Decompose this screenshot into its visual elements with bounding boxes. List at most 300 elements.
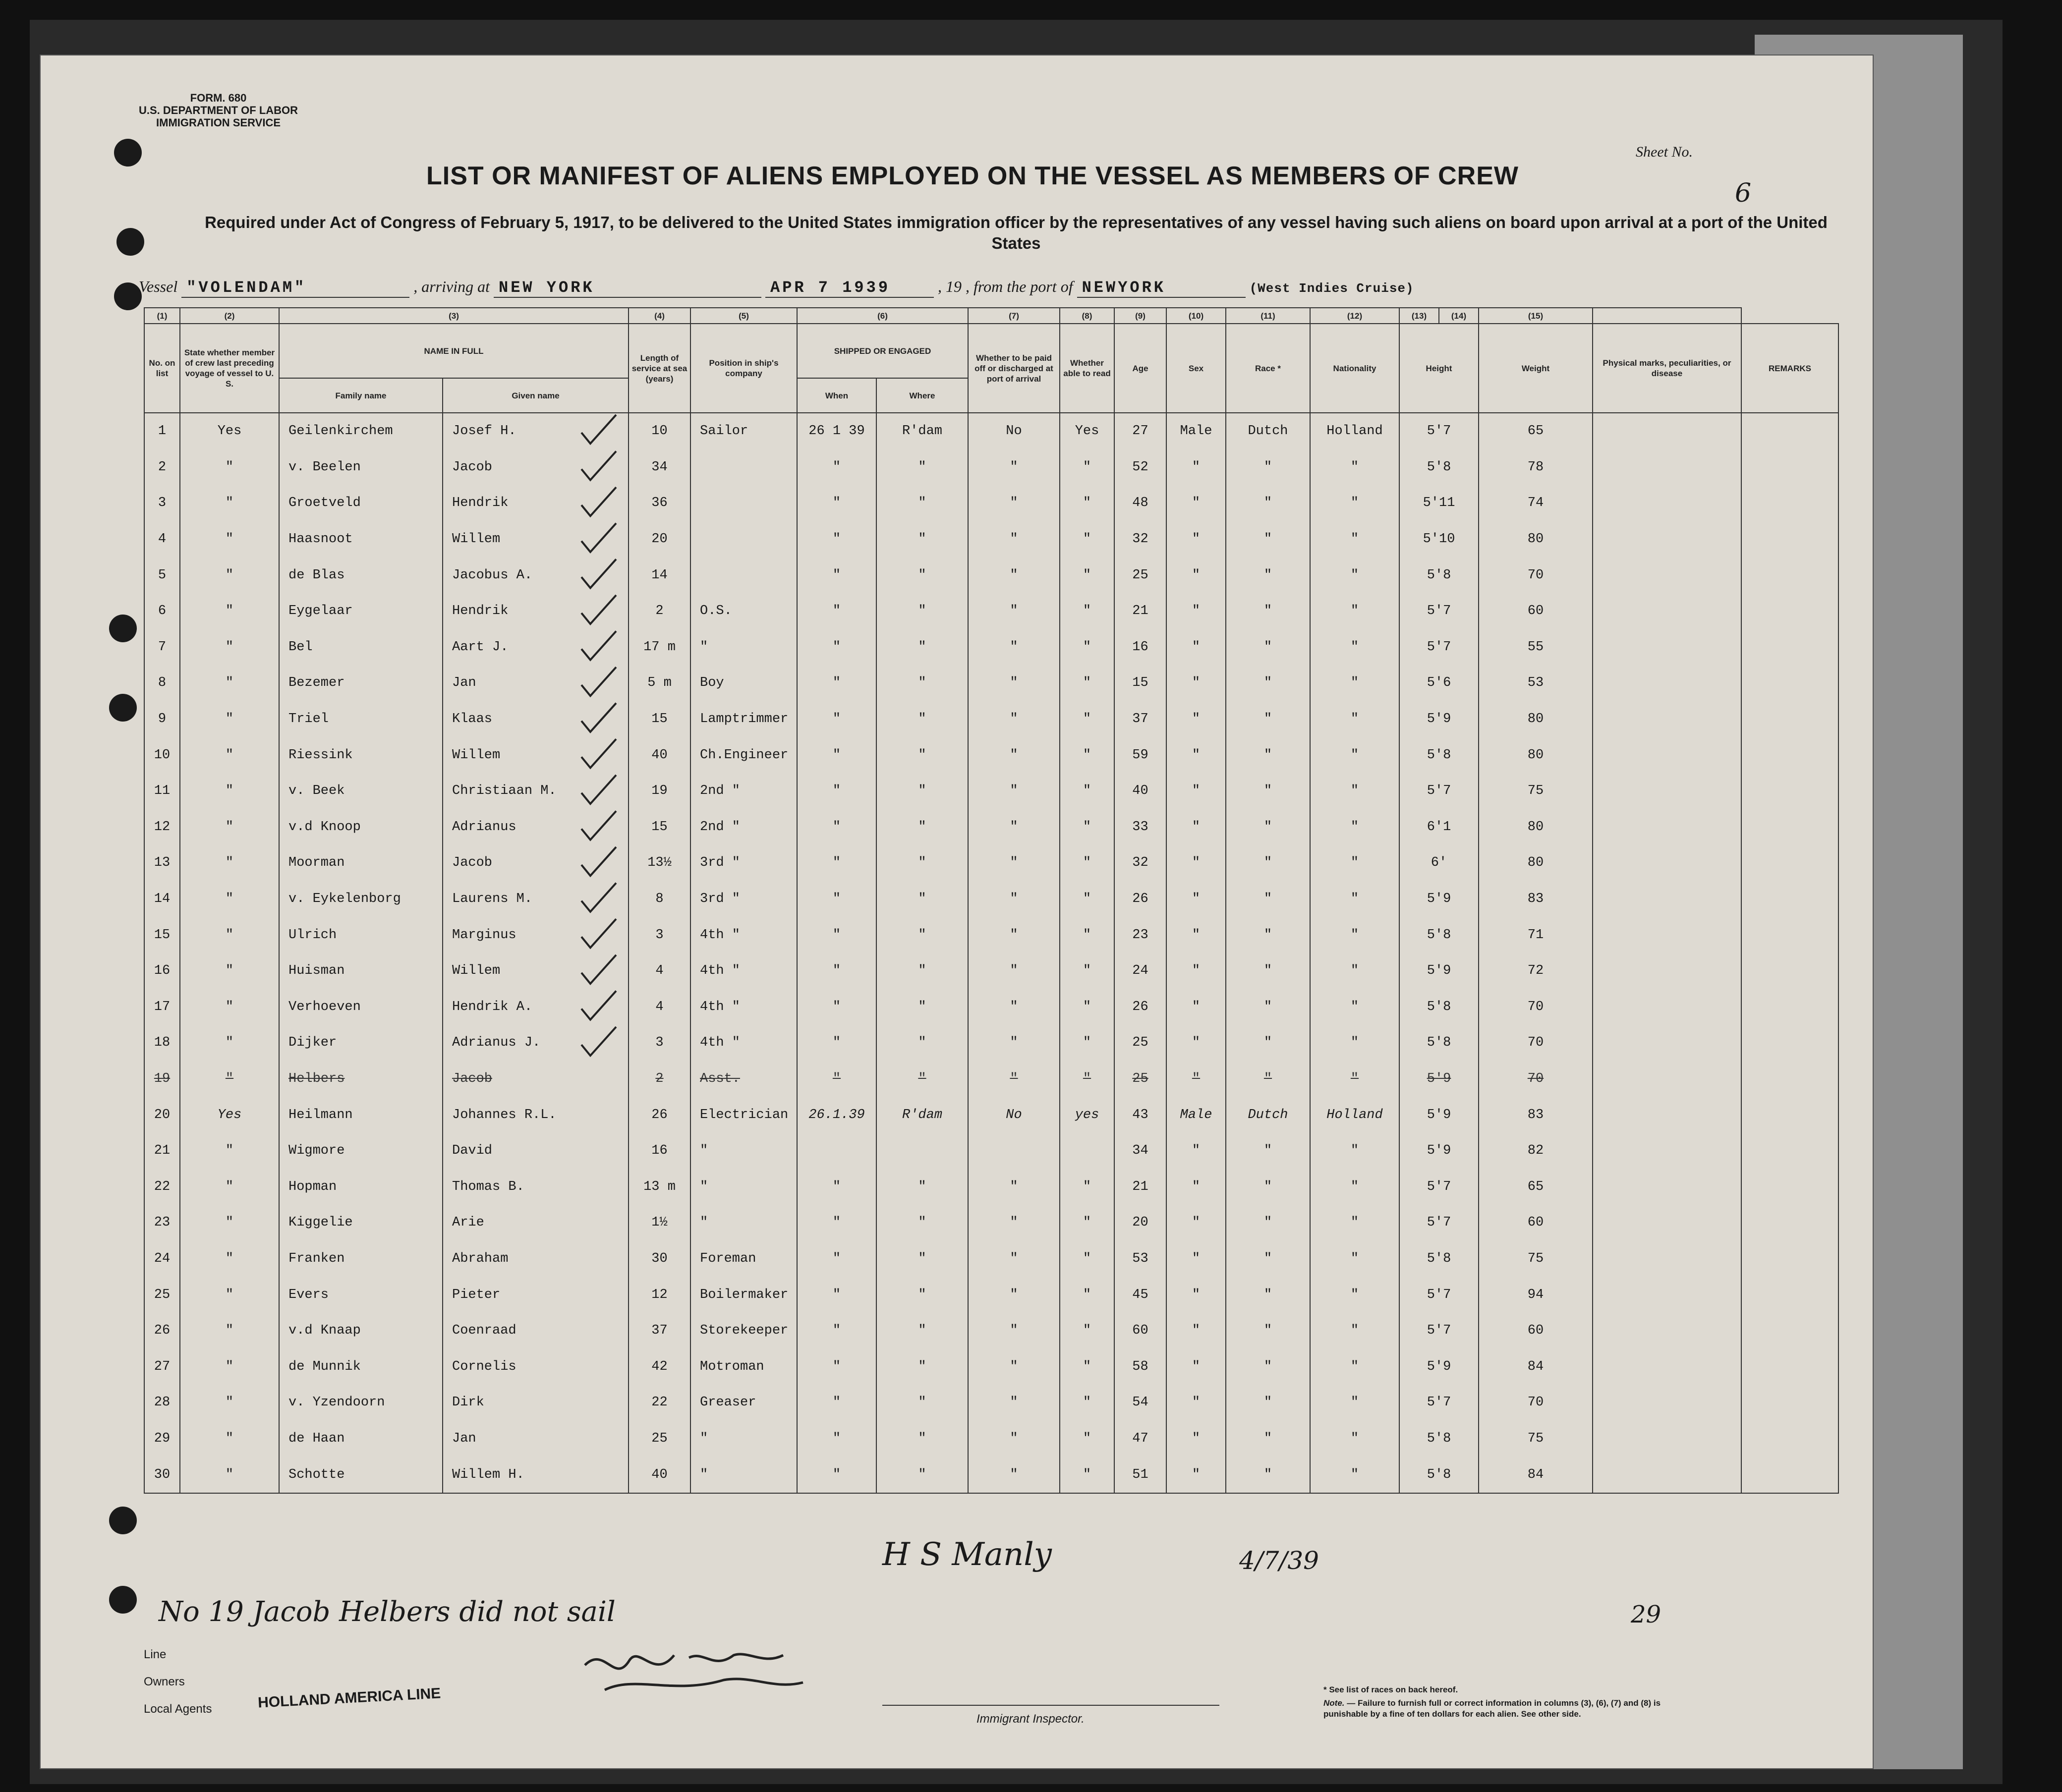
column-number: (5) [690,308,797,324]
cell-where: " [876,1241,968,1277]
cell-when: " [797,701,876,737]
cell-race: " [1226,1025,1310,1061]
cell-no: 4 [144,521,180,558]
cell-sex: " [1166,1205,1226,1241]
cell-age: 25 [1114,1061,1166,1097]
cell-weight: 71 [1479,917,1593,953]
cell-prev: " [180,629,279,666]
cell-weight: 70 [1479,1385,1593,1421]
cell-race: " [1226,1277,1310,1313]
cell-read: " [1060,809,1114,845]
arrival-date: APR 7 1939 [765,279,934,298]
cell-paid: " [968,773,1060,809]
cell-read: yes [1060,1097,1114,1133]
header-family-name: Family name [279,378,443,413]
cell-when: " [797,917,876,953]
cell-weight: 55 [1479,629,1593,666]
cell-service: 30 [629,1241,690,1277]
cell-prev: " [180,521,279,558]
cell-when: " [797,845,876,881]
cell-when: " [797,773,876,809]
cell-height: 5'11 [1399,485,1479,521]
cell-age: 16 [1114,629,1166,666]
cell-where: " [876,1205,968,1241]
cell-given: Jacobus A. [443,557,629,593]
cell-race: Dutch [1226,1097,1310,1133]
cell-service: 3 [629,1025,690,1061]
cell-height: 5'8 [1399,1025,1479,1061]
cell-no: 11 [144,773,180,809]
cell-when: " [797,593,876,629]
cell-height: 6' [1399,845,1479,881]
cell-height: 5'8 [1399,917,1479,953]
check-mark [581,1027,616,1056]
column-number: (9) [1114,308,1166,324]
cell-height: 5'8 [1399,1421,1479,1457]
cell-age: 20 [1114,1205,1166,1241]
cell-given: Johannes R.L. [443,1097,629,1133]
cell-paid: " [968,953,1060,989]
column-number: (15) [1479,308,1593,324]
cell-sex: " [1166,449,1226,486]
cell-service: 10 [629,413,690,449]
check-mark [581,595,616,624]
cell-when: " [797,485,876,521]
cell-weight: 60 [1479,1313,1593,1349]
cell-nationality: " [1310,665,1399,701]
cell-position: 4th " [690,917,797,953]
cell-family: v. Eykelenborg [279,881,443,917]
cell-when: " [797,809,876,845]
check-mark [581,883,616,912]
cell-race: " [1226,1241,1310,1277]
cell-family: Bel [279,629,443,666]
cell-sex: " [1166,485,1226,521]
cell-height: 5'8 [1399,1241,1479,1277]
cell-paid: " [968,809,1060,845]
cell-read: " [1060,449,1114,486]
cell-paid: " [968,1277,1060,1313]
cell-race: " [1226,1385,1310,1421]
cell-sex: Male [1166,413,1226,449]
cell-nationality: " [1310,1421,1399,1457]
cell-paid: " [968,845,1060,881]
sheet-label: Sheet No. [1636,144,1693,160]
cell-service: 34 [629,449,690,486]
cell-position: Sailor [690,413,797,449]
cell-no: 8 [144,665,180,701]
cell-given: David [443,1133,629,1169]
cell-given: Hendrik [443,485,629,521]
cell-age: 43 [1114,1097,1166,1133]
cell-service: 26 [629,1097,690,1133]
cell-sex: " [1166,773,1226,809]
cell-weight: 94 [1479,1277,1593,1313]
cell-sex: " [1166,953,1226,989]
fine-note-text: — Failure to furnish full or correct information in columns (3), (6), (7) and (8) is punishable by a fine of ten dollars for each alien. See other side. [1323,1698,1661,1719]
column-number: (1) [144,308,180,324]
cell-position: " [690,1456,797,1493]
cell-weight: 80 [1479,737,1593,773]
cell-race: " [1226,1456,1310,1493]
column-number: (4) [629,308,690,324]
cell-family: Verhoeven [279,989,443,1025]
cell-read: " [1060,881,1114,917]
cell-where: " [876,1061,968,1097]
cell-position: 2nd " [690,773,797,809]
cell-sex: " [1166,881,1226,917]
cell-weight: 75 [1479,1241,1593,1277]
check-mark [581,847,616,876]
cell-family: Schotte [279,1456,443,1493]
cell-service: 19 [629,773,690,809]
column-number: (6) [797,308,968,324]
cell-nationality: " [1310,1205,1399,1241]
cell-race: " [1226,485,1310,521]
cell-when: " [797,449,876,486]
cell-service: 42 [629,1348,690,1385]
cell-age: 15 [1114,665,1166,701]
cell-weight: 83 [1479,1097,1593,1133]
cell-race: " [1226,809,1310,845]
cell-service: 1½ [629,1205,690,1241]
cell-height: 5'7 [1399,1385,1479,1421]
cell-weight: 80 [1479,701,1593,737]
cell-family: Franken [279,1241,443,1277]
cell-paid: " [968,557,1060,593]
cell-race: " [1226,953,1310,989]
cell-weight: 70 [1479,1025,1593,1061]
cell-where: " [876,1421,968,1457]
cell-position: Motroman [690,1348,797,1385]
cell-given: Josef H. [443,413,629,449]
cell-when: " [797,1421,876,1457]
cell-nationality: " [1310,1061,1399,1097]
cell-paid: " [968,1205,1060,1241]
header-race: Race * [1226,324,1310,413]
cell-sex: " [1166,1169,1226,1205]
cell-family: Geilenkirchem [279,413,443,449]
cell-family: Heilmann [279,1097,443,1133]
cell-where: " [876,449,968,486]
cell-nationality: " [1310,1025,1399,1061]
cell-race: " [1226,989,1310,1025]
cell-prev: " [180,557,279,593]
cell-paid: " [968,1025,1060,1061]
cell-read: " [1060,1205,1114,1241]
cell-where: " [876,629,968,666]
cell-family: Hopman [279,1169,443,1205]
cell-height: 5'9 [1399,1097,1479,1133]
cell-read: " [1060,521,1114,558]
cell-given: Cornelis [443,1348,629,1385]
cell-where: " [876,773,968,809]
cell-sex: " [1166,1456,1226,1493]
cell-height: 5'8 [1399,449,1479,486]
cell-sex: " [1166,917,1226,953]
cell-no: 17 [144,989,180,1025]
cell-service: 17 m [629,629,690,666]
cell-paid: " [968,881,1060,917]
cell-nationality: " [1310,701,1399,737]
cell-read: " [1060,953,1114,989]
cell-height: 5'6 [1399,665,1479,701]
cell-when: " [797,521,876,558]
cell-paid: No [968,1097,1060,1133]
cell-service: 25 [629,1421,690,1457]
cell-family: de Munnik [279,1348,443,1385]
cell-position: 3rd " [690,881,797,917]
cell-position: Boy [690,665,797,701]
cell-read: " [1060,1025,1114,1061]
cell-paid: " [968,1169,1060,1205]
check-mark [581,955,616,984]
cell-where: " [876,809,968,845]
cell-sex: " [1166,629,1226,666]
check-mark [581,991,616,1020]
cell-nationality: " [1310,449,1399,486]
cell-prev: " [180,737,279,773]
inspector-signature: H S Manly [882,1536,1052,1573]
cell-when: " [797,1277,876,1313]
cell-no: 5 [144,557,180,593]
check-mark [581,919,616,948]
cell-given: Abraham [443,1241,629,1277]
cell-given: Adrianus [443,809,629,845]
department-name: U.S. DEPARTMENT OF LABOR [139,104,298,116]
cell-no: 15 [144,917,180,953]
cell-prev: " [180,1277,279,1313]
cell-sex: " [1166,701,1226,737]
cell-prev: " [180,1348,279,1385]
vessel-label: Vessel [139,278,178,295]
cell-where: " [876,485,968,521]
cell-sex: " [1166,989,1226,1025]
cell-race: " [1226,1421,1310,1457]
cell-read: " [1060,917,1114,953]
cell-given: Hendrik A. [443,989,629,1025]
cell-race: " [1226,1205,1310,1241]
cell-race: " [1226,629,1310,666]
cell-given: Marginus [443,917,629,953]
cell-read: " [1060,1277,1114,1313]
cell-race: " [1226,773,1310,809]
cell-sex: " [1166,1277,1226,1313]
cell-race: " [1226,917,1310,953]
cell-when: " [797,1061,876,1097]
cell-no: 26 [144,1313,180,1349]
cell-weight: 60 [1479,1205,1593,1241]
cell-age: 59 [1114,737,1166,773]
cell-nationality: " [1310,773,1399,809]
cell-read: " [1060,845,1114,881]
cell-service: 8 [629,881,690,917]
cell-sex: " [1166,1241,1226,1277]
cell-read: " [1060,629,1114,666]
cell-read: " [1060,1061,1114,1097]
cell-service: 22 [629,1385,690,1421]
cell-age: 58 [1114,1348,1166,1385]
cell-given: Laurens M. [443,881,629,917]
cell-read: " [1060,1169,1114,1205]
cell-height: 5'7 [1399,1169,1479,1205]
cell-height: 5'7 [1399,773,1479,809]
cell-nationality: " [1310,953,1399,989]
cell-when: " [797,1456,876,1493]
cell-nationality: " [1310,485,1399,521]
cell-family: Bezemer [279,665,443,701]
cell-no: 20 [144,1097,180,1133]
cell-family: v. Yzendoorn [279,1385,443,1421]
cell-position: 3rd " [690,845,797,881]
cell-sex: " [1166,737,1226,773]
column-number: (3) [279,308,629,324]
cell-prev: " [180,989,279,1025]
check-mark [581,811,616,840]
cell-where: " [876,521,968,558]
cell-given: Jan [443,1421,629,1457]
cell-prev: " [180,881,279,917]
cell-nationality: " [1310,845,1399,881]
cell-weight: 70 [1479,989,1593,1025]
cell-no: 10 [144,737,180,773]
cell-given: Jacob [443,449,629,486]
cell-sex: " [1166,1313,1226,1349]
cell-nationality: " [1310,1348,1399,1385]
header-name-in-full: NAME IN FULL [279,324,629,378]
cell-prev: " [180,917,279,953]
column-number: (11) [1226,308,1310,324]
cell-prev: Yes [180,1097,279,1133]
cell-position: " [690,1133,797,1169]
cell-nationality: " [1310,917,1399,953]
cell-read: " [1060,593,1114,629]
cell-service: 15 [629,701,690,737]
cell-given: Pieter [443,1277,629,1313]
cell-sex: " [1166,809,1226,845]
cell-paid: " [968,485,1060,521]
cell-age: 53 [1114,1241,1166,1277]
cell-sex: " [1166,665,1226,701]
check-mark [581,739,616,768]
cell-when: " [797,1385,876,1421]
cell-service: 3 [629,917,690,953]
cell-nationality: Holland [1310,1097,1399,1133]
cell-nationality: " [1310,989,1399,1025]
cell-read: " [1060,1456,1114,1493]
cell-family: Groetveld [279,485,443,521]
cell-no: 1 [144,413,180,449]
cell-no: 12 [144,809,180,845]
cell-prev: " [180,1313,279,1349]
cell-where: " [876,1025,968,1061]
cell-given: Arie [443,1205,629,1241]
cell-read: " [1060,1421,1114,1457]
check-mark [581,415,616,444]
year-suffix: , 19 [937,278,962,295]
cell-nationality: " [1310,1133,1399,1169]
cell-read: " [1060,485,1114,521]
manifest-page [40,55,1874,1769]
cell-race: " [1226,1169,1310,1205]
cell-no: 28 [144,1385,180,1421]
cell-given: Jan [443,665,629,701]
cell-weight: 84 [1479,1456,1593,1493]
cell-read: " [1060,773,1114,809]
cell-race: " [1226,845,1310,881]
cell-no: 16 [144,953,180,989]
cell-family: Kiggelie [279,1205,443,1241]
cell-read: " [1060,1348,1114,1385]
cell-age: 32 [1114,521,1166,558]
cell-where: " [876,917,968,953]
cell-where: R'dam [876,413,968,449]
cell-read: " [1060,1313,1114,1349]
cell-no: 13 [144,845,180,881]
cell-prev: Yes [180,413,279,449]
cell-position: " [690,1205,797,1241]
column-number: (12) [1310,308,1399,324]
cell-height: 5'7 [1399,593,1479,629]
cell-position: Storekeeper [690,1313,797,1349]
cell-weight: 82 [1479,1133,1593,1169]
cell-service: 37 [629,1313,690,1349]
cell-where: " [876,1277,968,1313]
cell-paid: " [968,629,1060,666]
cell-height: 5'9 [1399,881,1479,917]
cell-position: " [690,1169,797,1205]
cell-family: Huisman [279,953,443,989]
cell-no: 30 [144,1456,180,1493]
cell-service: 15 [629,809,690,845]
cell-nationality: " [1310,809,1399,845]
cell-service: 2 [629,593,690,629]
cell-age: 26 [1114,881,1166,917]
cell-family: v.d Knoop [279,809,443,845]
header-length-of-service: Length of service at sea (years) [629,324,690,413]
cell-sex: " [1166,593,1226,629]
agent-stamp: HOLLAND AMERICA LINE [257,1685,442,1711]
cell-paid: " [968,989,1060,1025]
header-age: Age [1114,324,1166,413]
cell-when: " [797,1169,876,1205]
column-number: (7) [968,308,1060,324]
cell-prev: " [180,809,279,845]
cell-read: " [1060,701,1114,737]
cell-paid: " [968,1313,1060,1349]
cell-paid: " [968,1385,1060,1421]
cell-where: " [876,1313,968,1349]
cell-no: 24 [144,1241,180,1277]
cell-when: 26 1 39 [797,413,876,449]
cell-sex: " [1166,1421,1226,1457]
header-shipped-or-engaged: SHIPPED OR ENGAGED [797,324,968,378]
check-mark [581,667,616,696]
cell-where: " [876,953,968,989]
cell-race: " [1226,557,1310,593]
cell-position: Asst. [690,1061,797,1097]
cell-sex: " [1166,521,1226,558]
cell-no: 3 [144,485,180,521]
cell-when: " [797,989,876,1025]
cell-service: 13 m [629,1169,690,1205]
cell-family: de Blas [279,557,443,593]
cell-position: Electrician [690,1097,797,1133]
cell-race: Dutch [1226,413,1310,449]
cell-paid: " [968,449,1060,486]
cell-service: 12 [629,1277,690,1313]
cell-given: Dirk [443,1385,629,1421]
